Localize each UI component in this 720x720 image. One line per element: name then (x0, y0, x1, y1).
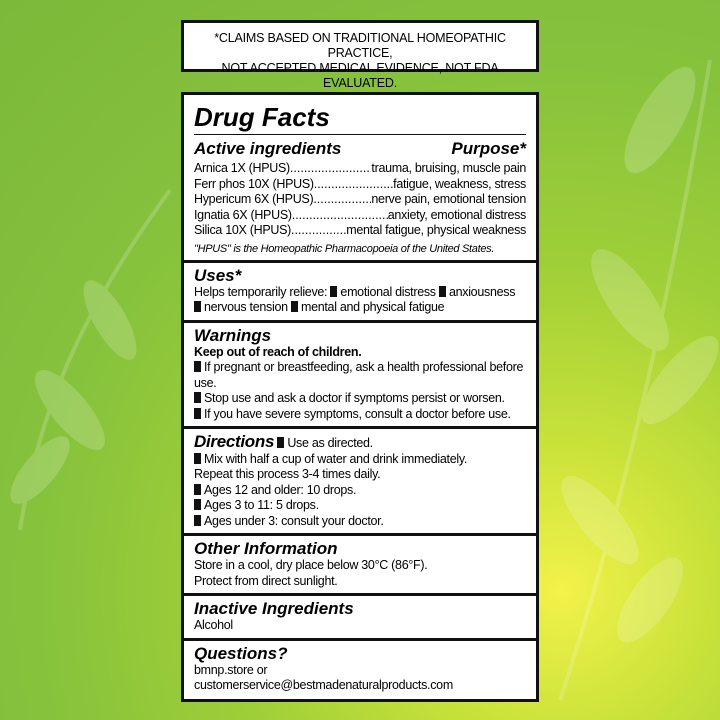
storage-text: Store in a cool, dry place below 30°C (86°F). (194, 558, 428, 572)
questions-email-text: customerservice@bestmadenaturalproducts.com (194, 678, 453, 692)
claims-line-2: NOT ACCEPTED MEDICAL EVIDENCE, NOT FDA EVALUATED. (221, 61, 499, 90)
active-ingredients-section (184, 95, 536, 260)
warning-item: If you have severe symptoms, consult a doctor before use. (194, 407, 526, 423)
sunlight-text: Protect from direct sunlight. (194, 573, 338, 588)
bullet-icon (194, 408, 201, 419)
directions-mix: Mix with half a cup of water and drink immediately. (194, 452, 526, 468)
bullet-icon (194, 392, 201, 403)
ingredient-row: Ferr phos 10X (HPUS) ..... fatigue, weakness, stress (194, 177, 526, 193)
warnings-heading: Warnings (194, 325, 272, 345)
claims-line-1: *CLAIMS BASED ON TRADITIONAL HOMEOPATHIC PRACTICE, (214, 31, 506, 60)
bullet-icon (194, 484, 201, 495)
leaf-decoration-right (540, 0, 720, 720)
inactive-ingredients-section (184, 593, 536, 638)
use-item: anxiousness (448, 284, 516, 299)
questions-heading: Questions? (194, 643, 288, 663)
drug-facts-panel (181, 92, 539, 702)
bullet-icon (194, 361, 201, 372)
other-information-heading: Other Information (194, 539, 338, 558)
dosage-item: Ages 3 to 11: 5 drops. (194, 498, 526, 514)
use-item: mental and physical fatigue (300, 300, 445, 314)
bullet-icon (277, 437, 284, 448)
inactive-ingredients-value: Alcohol (194, 618, 233, 632)
drug-facts-title: Drug Facts (194, 102, 330, 132)
bullet-icon (194, 453, 201, 464)
directions-first: Use as directed. (287, 436, 373, 450)
bullet-icon (194, 301, 201, 312)
uses-intro: Helps temporarily relieve: (194, 284, 328, 299)
use-item: nervous tension (204, 300, 288, 314)
bullet-icon (194, 499, 201, 510)
bullet-icon (291, 301, 298, 312)
warning-item: If pregnant or breastfeeding, ask a health professional before use. (194, 360, 524, 390)
leaf-decoration-left (0, 150, 200, 550)
directions-section (184, 426, 536, 533)
active-ingredients-heading: Active ingredients (194, 139, 342, 158)
questions-store-text: bmnp.store or (194, 662, 268, 677)
ingredient-row: Silica 10X (HPUS) ..... mental fatigue, physical weakness (194, 223, 526, 239)
questions-section (184, 638, 536, 698)
ingredient-row: Ignatia 6X (HPUS) ..... anxiety, emotional distress (194, 208, 526, 224)
title-rule (194, 134, 526, 135)
directions-heading: Directions (194, 432, 275, 451)
uses-section (184, 260, 536, 320)
uses-heading: Uses* (194, 265, 242, 285)
ingredient-row: Hypericum 6X (HPUS) ..... nerve pain, emotional tension (194, 192, 526, 208)
dosage-item: Ages 12 and older: 10 drops. (194, 483, 526, 499)
warnings-section (184, 320, 536, 427)
directions-repeat: Repeat this process 3-4 times daily. (194, 467, 381, 481)
warning-item: Stop use and ask a doctor if symptoms persist or worsen. (194, 391, 526, 407)
bullet-icon (330, 286, 337, 297)
bullet-icon (194, 515, 201, 526)
hpus-note: "HPUS" is the Homeopathic Pharmacopoeia of the United States. (194, 242, 495, 255)
dosage-item: Ages under 3: consult your doctor. (194, 514, 526, 530)
claims-disclaimer-box (181, 20, 539, 90)
bullet-icon (439, 286, 446, 297)
use-item: emotional distress (340, 284, 436, 299)
keep-out-warning: Keep out of reach of children. (194, 344, 362, 359)
purpose-heading: Purpose* (451, 139, 526, 158)
ingredient-row: Arnica 1X (HPUS) ..... trauma, bruising, muscle pain (194, 161, 526, 177)
active-ingredients-header (194, 139, 526, 158)
inactive-ingredients-heading: Inactive Ingredients (194, 599, 354, 618)
other-information-section (184, 533, 536, 593)
